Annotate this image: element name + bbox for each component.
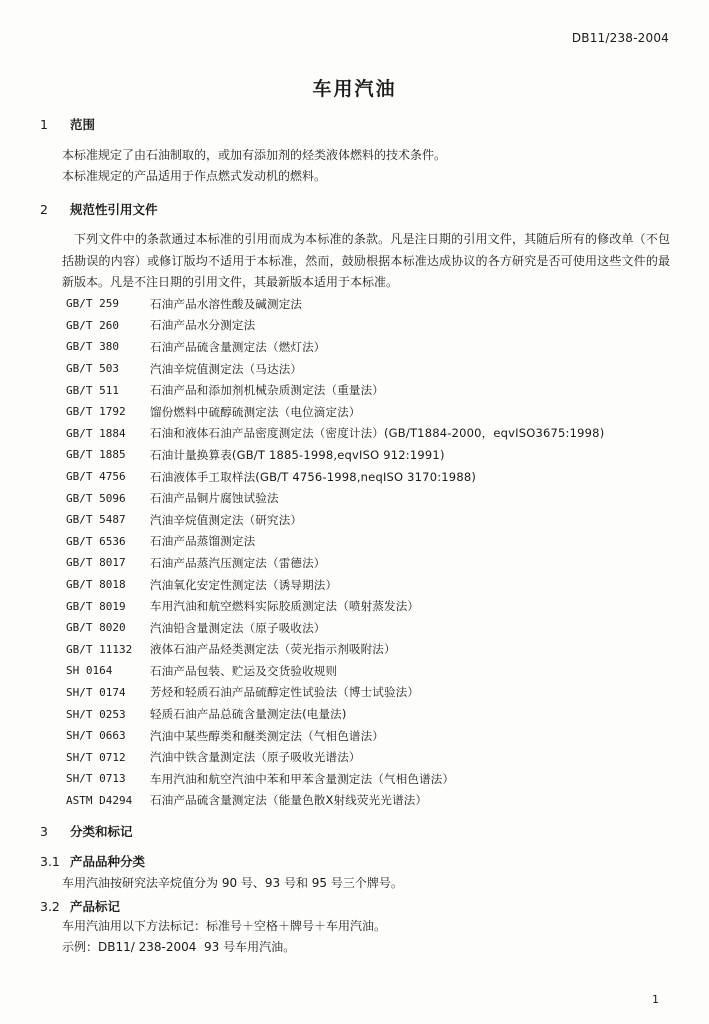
reference-code: GB/T 6536 [66,534,126,548]
reference-title: 车用汽油和航空燃料实际胶质测定法（喷射蒸发法） [150,599,420,614]
reference-item [66,639,686,661]
reference-item [66,595,686,617]
subsection-3-1-text: 车用汽油按研究法辛烷值分为 90 号、93 号和 95 号三个牌号。 [62,876,403,890]
reference-code: GB/T 1885 [66,448,126,462]
reference-title: 汽油辛烷值测定法（研究法） [150,512,303,527]
reference-title: 汽油辛烷值测定法（马达法） [150,361,303,376]
reference-title: 石油产品蒸馏测定法 [150,534,256,549]
reference-title: 石油产品和添加剂机械杂质测定法（重量法） [150,383,384,398]
section-1-number: 1 [40,117,48,132]
reference-code: GB/T 8020 [66,621,126,635]
reference-code: GB/T 260 [66,318,119,332]
reference-item [66,444,686,466]
section-1-title: 范围 [70,117,96,132]
subsection-3-2-text-2: 示例：DB11/ 238-2004 93 号车用汽油。 [62,940,296,954]
reference-title: 石油计量换算表(GB/T 1885-1998,eqvISO 912:1991) [150,447,445,462]
reference-title: 轻质石油产品总硫含量测定法(电量法) [150,707,347,722]
section-2-intro: 下列文件中的条款通过本标准的引用而成为本标准的条款。凡是注日期的引用文件，其随后所有的修改单（不包括勘误的内容）或修订版均不适用于本标准，然而，鼓励根据本标准达成协议的各方研究是否可使用这些文件的最新版本。凡是不注日期的引用文件，其最新版本适用于本标准。 [62,232,670,289]
reference-code: GB/T 11132 [66,642,133,656]
reference-code: GB/T 5096 [66,491,126,505]
reference-item [66,746,686,768]
reference-title: 石油和液体石油产品密度测定法（密度计法）(GB/T1884-2000，eqvISO3675:1998) [150,426,605,441]
reference-title: 车用汽油和航空汽油中苯和甲苯含量测定法（气相色谱法） [150,771,455,786]
section-3-number: 3 [40,824,48,839]
reference-code: GB/T 8018 [66,578,126,592]
section-2-heading [40,200,158,218]
reference-item [66,660,686,682]
reference-code: GB/T 511 [66,383,119,397]
reference-item [66,487,686,509]
reference-title: 馏份燃料中硫醇硫测定法（电位滴定法） [150,404,361,419]
reference-item [66,293,686,315]
subsection-3-2-text-1: 车用汽油用以下方法标记：标准号＋空格＋牌号＋车用汽油。 [62,919,387,933]
subsection-3-2-title: 产品标记 [70,899,121,914]
section-3-heading [40,822,133,840]
reference-title: 汽油中某些醇类和醚类测定法（气相色谱法） [150,728,384,743]
reference-item [66,315,686,337]
subsection-3-2-heading [40,897,120,915]
reference-item [66,725,686,747]
reference-item [66,682,686,704]
reference-title: 石油产品硫含量测定法（燃灯法） [150,339,326,354]
reference-code: GB/T 1792 [66,405,126,419]
reference-list [66,293,686,811]
reference-code: SH/T 0713 [66,772,126,786]
reference-code: GB/T 503 [66,362,119,376]
reference-item [66,358,686,380]
reference-item [66,466,686,488]
reference-code: GB/T 5487 [66,513,126,527]
reference-code: GB/T 8017 [66,556,126,570]
section-2-title: 规范性引用文件 [70,202,158,217]
reference-title: 石油产品铜片腐蚀试验法 [150,491,279,506]
subsection-3-1-title: 产品品种分类 [70,854,146,869]
reference-item [66,531,686,553]
reference-item [66,379,686,401]
reference-code: GB/T 4756 [66,470,126,484]
reference-title: 芳烃和轻质石油产品硫醇定性试验法（博士试验法） [150,685,420,700]
subsection-3-2-number: 3.2 [40,899,60,914]
reference-item [66,790,686,812]
reference-title: 石油产品硫含量测定法（能量色散X射线荧光光谱法） [150,793,428,808]
reference-title: 石油液体手工取样法(GB/T 4756-1998,neqISO 3170:1988) [150,469,477,484]
reference-item [66,703,686,725]
reference-item [66,336,686,358]
reference-code: GB/T 8019 [66,599,126,613]
section-3-title: 分类和标记 [70,824,133,839]
reference-item [66,401,686,423]
section-2-number: 2 [40,202,48,217]
reference-code: SH 0164 [66,664,113,678]
reference-item [66,617,686,639]
reference-title: 石油产品水溶性酸及碱测定法 [150,296,303,311]
reference-title: 石油产品水分测定法 [150,318,256,333]
reference-item [66,423,686,445]
reference-code: GB/T 380 [66,340,119,354]
reference-code: SH/T 0174 [66,685,126,699]
reference-code: ASTM D4294 [66,793,133,807]
reference-code: GB/T 259 [66,297,119,311]
reference-title: 汽油氧化安定性测定法（诱导期法） [150,577,338,592]
reference-code: SH/T 0253 [66,707,126,721]
reference-code: SH/T 0663 [66,729,126,743]
section-1-line-2: 本标准规定的产品适用于作点燃式发动机的燃料。 [62,169,327,183]
section-1-heading [40,115,95,133]
reference-code: SH/T 0712 [66,750,126,764]
reference-code: GB/T 1884 [66,426,126,440]
reference-title: 汽油铅含量测定法（原子吸收法） [150,620,326,635]
reference-item [66,509,686,531]
document-code: DB11/238-2004 [571,31,669,45]
reference-title: 汽油中铁含量测定法（原子吸收光谱法） [150,750,361,765]
page-number: 1 [652,993,659,1006]
reference-item [66,574,686,596]
subsection-3-1-number: 3.1 [40,854,60,869]
section-1-line-1: 本标准规定了由石油制取的，或加有添加剂的烃类液体燃料的技术条件。 [62,148,447,162]
subsection-3-1-heading [40,852,145,870]
reference-item [66,552,686,574]
reference-title: 液体石油产品烃类测定法（荧光指示剂吸附法） [150,642,396,657]
page-title: 车用汽油 [312,78,397,100]
reference-title: 石油产品蒸汽压测定法（雷德法） [150,555,326,570]
reference-title: 石油产品包装、贮运及交货验收规则 [150,663,338,678]
reference-item [66,768,686,790]
